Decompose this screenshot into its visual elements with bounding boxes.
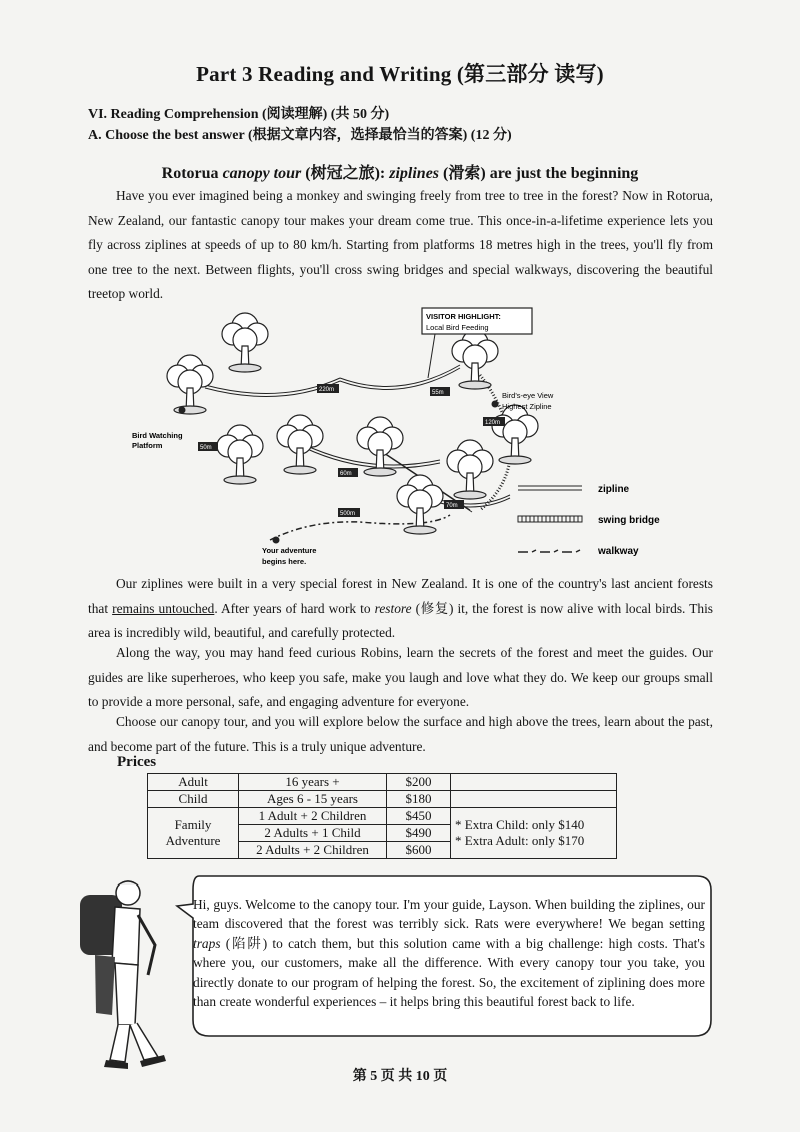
article-title-italic: canopy tour xyxy=(222,165,302,182)
table-cell: 2 Adults + 2 Children xyxy=(239,842,387,859)
table-cell: $600 xyxy=(387,842,451,859)
tree-icon xyxy=(357,417,403,476)
legend-label: swing bridge xyxy=(598,515,660,526)
bird-watching-label: Bird Watching xyxy=(132,431,183,440)
distance-label: 60m xyxy=(340,471,352,477)
legend xyxy=(518,484,660,557)
paragraph-2 xyxy=(88,572,713,646)
table-cell: $490 xyxy=(387,825,451,842)
table-cell xyxy=(451,791,617,808)
tree-icon xyxy=(492,405,538,464)
extra-adult-note: * Extra Adult: only $170 xyxy=(455,833,585,848)
table-cell: $180 xyxy=(387,791,451,808)
start-label-2: begins here. xyxy=(262,557,307,566)
paragraph-text: Along the way, you may hand feed curious Robins, learn the secrets of the forest and meet the guides. Our guides are like superheroes, who keep you safe, make you laugh and love what they do. We keep our groups small to provide a more personal, safe, and engaging adventure for everyone. xyxy=(88,645,713,710)
tree-icon xyxy=(222,313,268,372)
section-heading: VI. Reading Comprehension (阅读理解) (共 50 分) xyxy=(88,107,390,122)
table-cell: 1 Adult + 2 Children xyxy=(239,808,387,825)
subsection-heading: A. Choose the best answer (根据文章内容，选择最恰当的答案) (12 分) xyxy=(88,128,512,143)
text-run: (修复) it, the forest is now alive with local birds. This area is incredibly wild, beautiful, and carefully protected. xyxy=(88,600,714,641)
table-row xyxy=(148,774,617,791)
distance-label: 220m xyxy=(319,387,335,393)
paragraph-1 xyxy=(88,184,713,307)
distance-label: 120m xyxy=(485,420,501,426)
table-cell xyxy=(451,774,617,791)
pin-icon xyxy=(273,537,280,544)
legend-label: walkway xyxy=(598,546,639,557)
prices-table xyxy=(147,773,617,859)
extra-child-note: * Extra Child: only $140 xyxy=(455,817,585,832)
distance-label: 55m xyxy=(432,390,444,396)
article-title-part: (滑索) are just the beginning xyxy=(439,165,639,182)
paragraph-text xyxy=(88,572,713,646)
page-number: 第 5 页 共 10 页 xyxy=(352,1069,448,1084)
distance-label: 70m xyxy=(446,503,458,509)
text-run: Hi, guys. Welcome to the canopy tour. I'm your guide, Layson. When building the ziplines, our team discovered that the forest was terribly sick. Rats were everywhere! We began setting xyxy=(193,897,705,932)
guide-speech xyxy=(193,895,705,1011)
platform-label: Platform xyxy=(132,441,163,450)
table-cell: Child xyxy=(148,791,239,808)
text-run: Our ziplines were built in a very special forest in New Zealand. It is one of the country's last ancient forests that xyxy=(88,576,713,616)
visitor-highlight-sub: Local Bird Feeding xyxy=(426,323,489,332)
canopy-tour-map xyxy=(110,300,690,580)
article-title-part: (树冠之旅): xyxy=(301,165,390,182)
pin-icon xyxy=(179,407,186,414)
birds-eye-label: Bird's-eye View xyxy=(502,391,554,400)
table-cell: Adult xyxy=(148,774,239,791)
start-label-1: Your adventure xyxy=(262,546,317,555)
italic-word: restore xyxy=(374,600,412,616)
table-row xyxy=(148,791,617,808)
paragraph-text: Choose our canopy tour, and you will explore below the surface and high above the trees, learn about the past, and become part of the future. This is a truly unique adventure. xyxy=(88,714,713,754)
family-adventure-cell xyxy=(148,808,239,859)
text-run: . After years of hard work to xyxy=(214,600,375,616)
paragraph-text: Have you ever imagined being a monkey and swinging freely from tree to tree in the forest? Now in Rotorua, New Zealand, our fantastic canopy tour makes your dream come true. This once-in-a-lifetime experience lets you fly across ziplines at speeds of up to 80 km/h. Starting from platforms 18 metres high in the trees, you'll fly from one tree to the next. Between flights, you'll cross swing bridges and special walkways, discovering the beautiful treetop world. xyxy=(88,188,713,302)
tree-icon xyxy=(217,425,263,484)
prices-label: Prices xyxy=(117,754,157,770)
table-cell: $450 xyxy=(387,808,451,825)
article-title xyxy=(0,160,800,183)
article-title-part: Rotorua xyxy=(161,165,223,182)
tree-icon xyxy=(452,330,498,389)
legend-label: zipline xyxy=(598,484,630,495)
family-label: Family xyxy=(174,817,212,832)
guide-illustration xyxy=(60,875,180,1075)
paragraph-4 xyxy=(88,710,713,759)
article-title-italic: ziplines xyxy=(389,165,440,182)
text-run: (陷阱) to catch them, but this solution came with a big challenge: high costs. That's where you, our customers, make all the difference. With every canopy tour you take, you directly donate to our program of helping the forest. So, the excitement of ziplining does more than create wonderful experiences – it helps bring this beautiful forest back to life. xyxy=(193,935,705,1010)
table-cell: 2 Adults + 1 Child xyxy=(239,825,387,842)
page-title: Part 3 Reading and Writing (第三部分 读写) xyxy=(196,62,604,86)
italic-word: traps xyxy=(193,935,221,951)
table-cell: Ages 6 - 15 years xyxy=(239,791,387,808)
paragraph-3 xyxy=(88,641,713,715)
tree-icon xyxy=(277,415,323,474)
table-cell: 16 years + xyxy=(239,774,387,791)
highest-zipline-label: Highest Zipline xyxy=(502,402,552,411)
pin-icon xyxy=(492,401,499,408)
distance-label: 500m xyxy=(340,511,356,517)
distance-label: 50m xyxy=(200,445,212,451)
underlined-phrase: remains untouched xyxy=(112,600,215,616)
table-cell: $200 xyxy=(387,774,451,791)
tree-icon xyxy=(397,475,443,534)
visitor-highlight-title: VISITOR HIGHLIGHT: xyxy=(426,312,501,321)
family-label: Adventure xyxy=(165,833,221,848)
extra-prices-cell xyxy=(451,808,617,859)
tree-icon xyxy=(167,355,213,414)
table-row xyxy=(148,808,617,825)
tree-icon xyxy=(447,440,493,499)
